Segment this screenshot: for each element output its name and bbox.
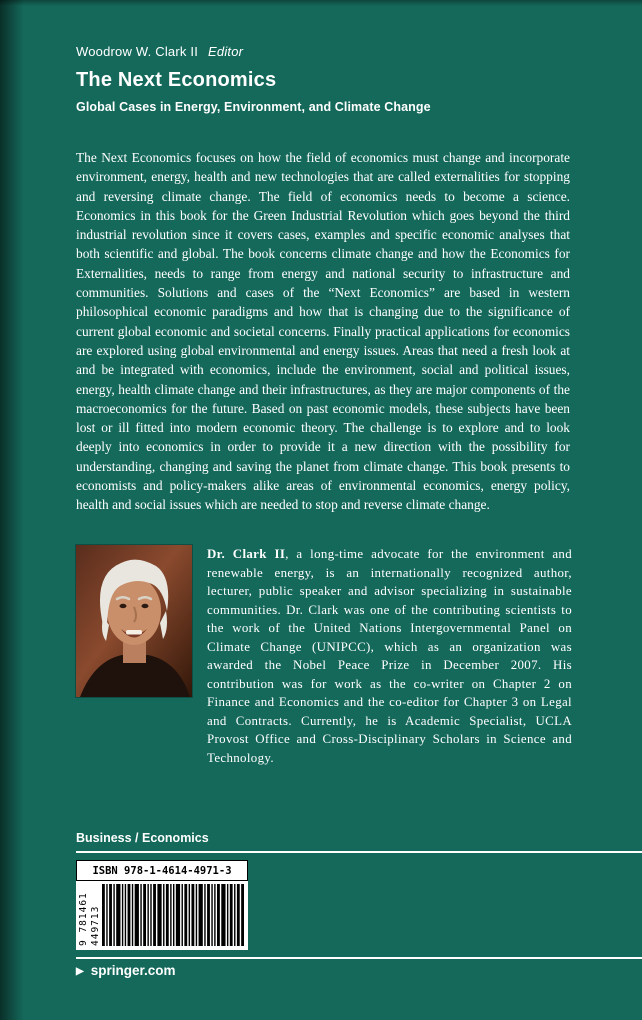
subject-category: Business / Economics [76,831,209,845]
divider-rule-top [76,851,642,853]
author-bio-text: , a long-time advocate for the environment and renewable energy, is an internationally recognized author, lecturer, public speaker and advisor specializing in sustainable communities. Dr. Clark was one of the contributing scientists to the work of the United Nations Intergovernmental Panel on Climate Change (UNIPCC), which as an organization was awarded the Nobel Peace Prize in December 2007. His contribution was for work as the co-writer on Chapter 2 on Finance and Economics and the co-editor for Chapter 3 on Legal and Contracts. Currently, he is Academic Specialist, UCLA Provost Office and Cross-Disciplinary Scholars in Science and Technology. [207,547,572,765]
book-subtitle: Global Cases in Energy, Environment, and Climate Change [76,100,431,114]
springer-arrow-icon: ▶ [76,965,84,977]
book-blurb: The Next Economics focuses on how the field of economics must change and incorporate environment, energy, health and new technologies that are called externalities for stopping and reversing climate change. The field of economics needs to become a science. Economics in this book for the Green Industrial Revolution which goes beyond the third industrial revolution since it covers cases, examples and specific economic analyses that both scientific and global. The book concerns climate change and how the Economics for Externalities, needs to range from energy and national security to infrastructure and communities. Solutions and cases of the “Next Economics” are based in western philosophical economic paradigms and how that is changing due to the significance of current global economic and societal concerns. Finally practical applications for economics are explored using global environmental and energy issues. Areas that need a fresh look at and be integrated with economics, include the environment, social and political issues, energy, health climate change and their infrastructures, as they are major components of the macroeconomics for the future. Based on past economic models, these subjects have been lost or ill fitted into modern economic theory. The challenge is to explore and to look deeply into economics in order to provide it a new direction with the possibility for understanding, changing and saving the planet from climate change. This book presents to economists and policy-makers alike areas of environmental economics, energy policy, health and social issues which are needed to stop and reverse climate change. [76,150,570,513]
isbn-number: ISBN 978-1-4614-4971-3 [76,860,248,881]
book-title: The Next Economics [76,69,277,91]
publisher-site: springer.com [90,963,176,978]
top-edge-shadow [0,0,642,6]
publisher-brand [76,963,175,978]
author-bio-lead: Dr. Clark II [207,547,286,561]
author-bio [207,545,572,767]
cover-header [76,44,572,114]
author-photo [76,545,192,697]
spine-shadow [0,0,24,1020]
editor-line [76,44,572,59]
divider-rule-bottom [76,957,642,959]
ean-number: 9 781461 449713 [78,892,101,946]
editor-role: Editor [208,44,244,59]
barcode-area [76,881,248,947]
editor-name: Woodrow W. Clark II [76,44,199,59]
barcode [102,884,244,946]
author-section [76,545,572,767]
isbn-barcode-block [76,860,248,950]
